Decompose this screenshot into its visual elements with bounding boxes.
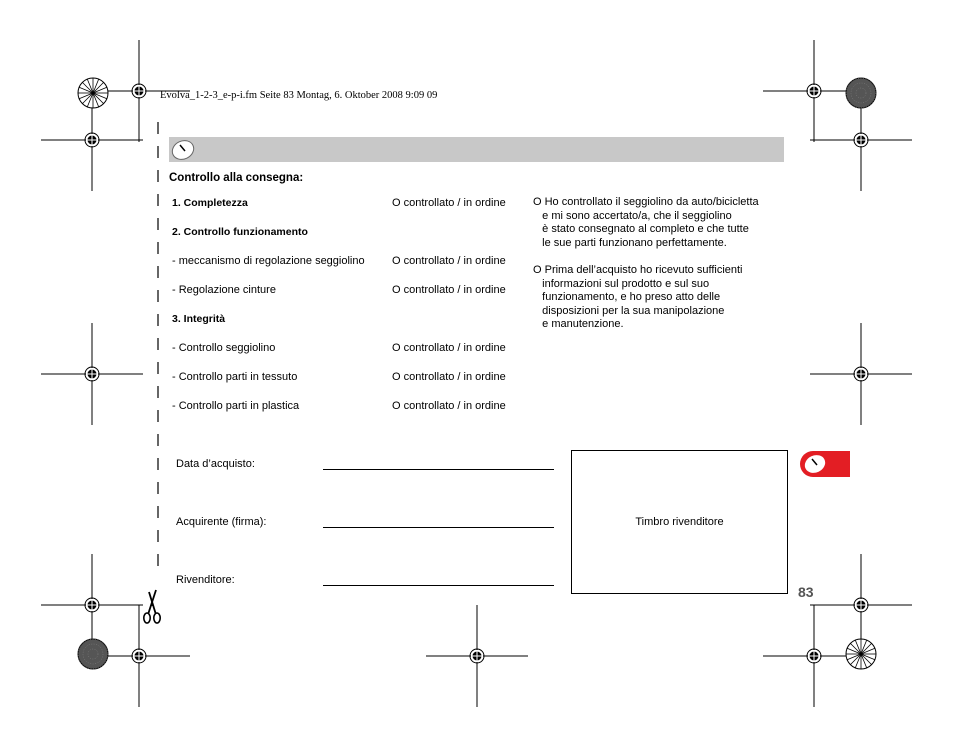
buyer-signature-label: Acquirente (firma): (176, 516, 267, 528)
file-info: Evolva_1-2-3_e-p-i.fm Seite 83 Montag, 6. Oktober 2008 9:09 09 (160, 90, 438, 101)
color-rosette-icon (844, 637, 878, 671)
page-number: 83 (798, 584, 814, 600)
checklist-label: - Controllo parti in plastica (172, 400, 300, 412)
registration-mark-icon (427, 606, 527, 706)
cut-line (157, 122, 159, 577)
dealer-label: Rivenditore: (176, 574, 235, 586)
dealer-stamp-label: Timbro rivenditore (635, 516, 724, 528)
checklist-check[interactable]: O controllato / in ordine (392, 284, 506, 296)
checklist-label: - meccanismo di regolazione seggiolino (172, 255, 365, 267)
declaration-checkbox[interactable]: O Ho controllato il seggiolino da auto/bicicletta e mi sono accertato/a, che il seggiolino è stato consegnato al completo e che tutte le sue parti funzionano perfettamente. (533, 196, 759, 249)
checklist-check[interactable]: O controllato / in ordine (392, 371, 506, 383)
checklist-check[interactable]: O controllato / in ordine (392, 197, 506, 209)
checklist-check[interactable]: O controllato / in ordine (392, 255, 506, 267)
color-rosette-icon (844, 76, 878, 110)
checklist-label: - Controllo seggiolino (172, 342, 276, 354)
scissors-icon (140, 588, 166, 626)
pen-icon (169, 137, 197, 161)
dealer-line[interactable] (323, 585, 554, 586)
declaration-checkbox[interactable]: O Prima dell’acquisto ho ricevuto sufficienti informazioni sul prodotto e sul suo funzionamento, e ho preso atto delle disposizioni per la sua manipolazione e manutenzione. (533, 264, 743, 330)
checklist-label: 2. Controllo funzionamento (172, 226, 308, 238)
section-title: Controllo alla consegna: (169, 172, 304, 184)
color-rosette-icon (76, 637, 110, 671)
purchase-date-line[interactable] (323, 469, 554, 470)
checklist-label: - Controllo parti in tessuto (172, 371, 298, 383)
checklist-check[interactable]: O controllato / in ordine (392, 400, 506, 412)
language-tab (800, 451, 850, 477)
section-bar (169, 137, 784, 162)
registration-mark-icon (42, 324, 142, 424)
purchase-date-label: Data d’acquisto: (176, 458, 255, 470)
checklist-label: 1. Completezza (172, 197, 248, 209)
color-rosette-icon (76, 76, 110, 110)
checklist-label: 3. Integrità (172, 313, 226, 325)
checklist-check[interactable]: O controllato / in ordine (392, 342, 506, 354)
registration-mark-icon (811, 324, 911, 424)
checklist-label: - Regolazione cinture (172, 284, 276, 296)
buyer-signature-line[interactable] (323, 527, 554, 528)
